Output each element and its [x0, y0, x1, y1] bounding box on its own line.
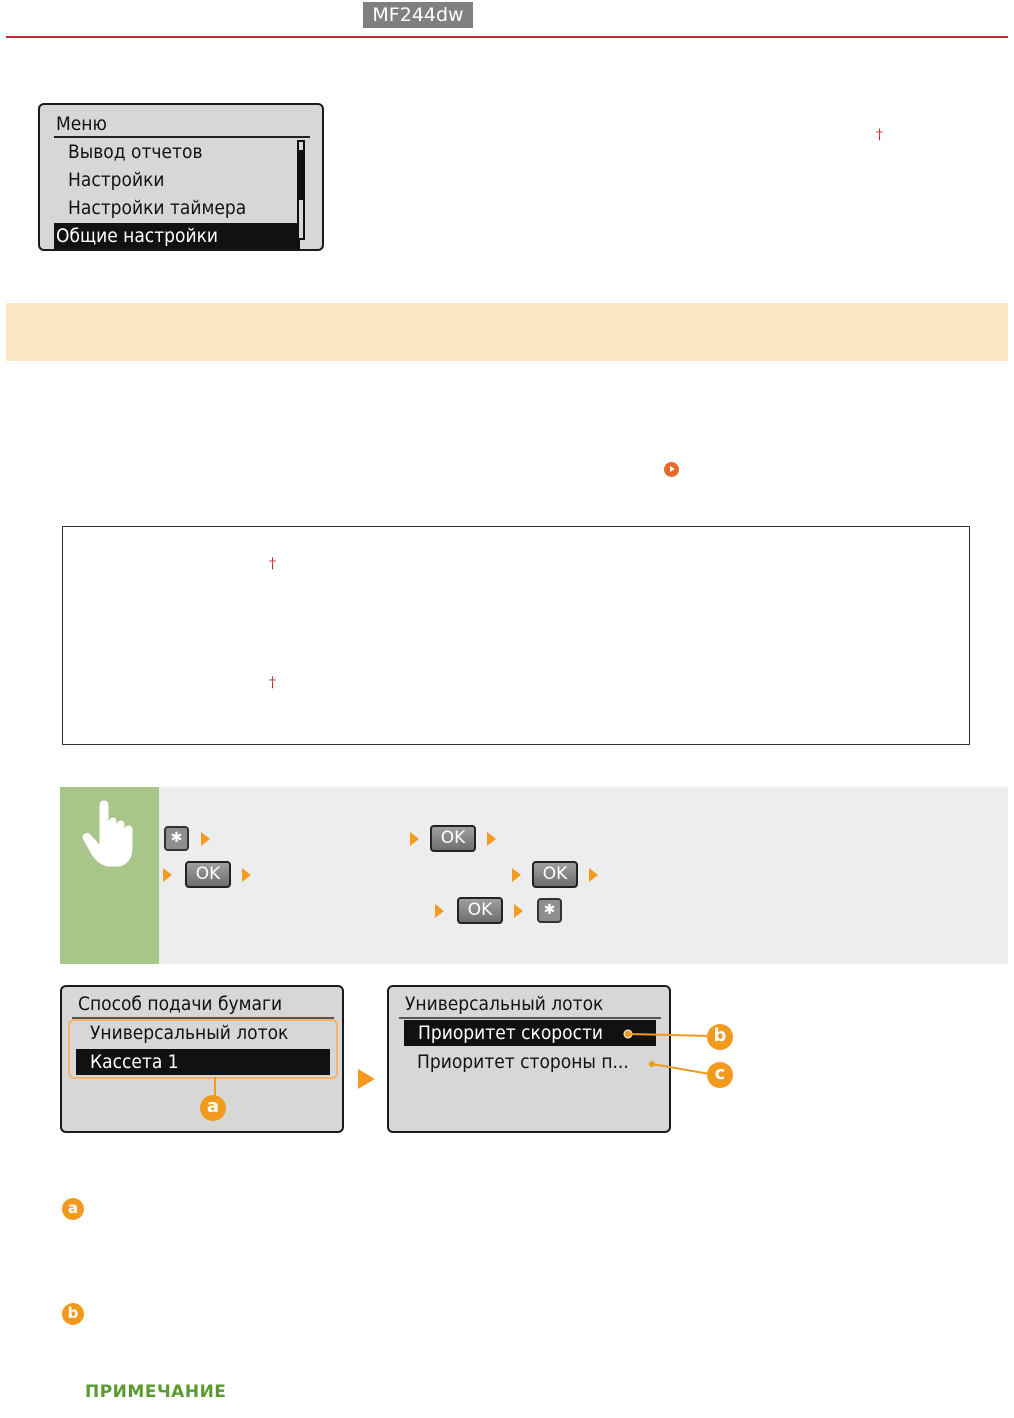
marker-c-icon: c: [707, 1062, 733, 1088]
header-rule: [6, 36, 1008, 38]
ok-key[interactable]: OK: [532, 861, 578, 888]
menu-title-underline: [54, 136, 310, 138]
highlight-frame-a: [68, 1019, 338, 1079]
home-key-icon[interactable]: ✱: [164, 826, 189, 851]
paper-feed-item[interactable]: Универсальный лоток: [90, 1022, 289, 1044]
step-arrow-icon: [589, 868, 598, 882]
paper-feed-title: Способ подачи бумаги: [78, 993, 283, 1015]
step-arrow-icon: [163, 868, 172, 882]
menu-item[interactable]: Настройки таймера: [68, 197, 247, 219]
marker-b-icon: b: [707, 1024, 733, 1050]
step-arrow-icon: [201, 832, 210, 846]
item-marker-a-icon: a: [62, 1198, 84, 1220]
settings-box: [62, 526, 970, 745]
marker-a-icon: a: [200, 1095, 226, 1121]
item-marker-b-icon: b: [62, 1303, 84, 1325]
section-band: [6, 303, 1008, 361]
ok-key[interactable]: OK: [185, 861, 231, 888]
model-badge: MF244dw: [363, 2, 473, 28]
mp-tray-title: Универсальный лоток: [405, 993, 604, 1015]
link-arrow-icon[interactable]: [664, 462, 679, 477]
paper-feed-item-selected[interactable]: Кассета 1: [76, 1049, 330, 1075]
mp-tray-title-underline: [399, 1017, 661, 1019]
menu-lcd-screen: [38, 103, 324, 251]
ok-key[interactable]: OK: [457, 897, 503, 924]
step-arrow-icon: [514, 904, 523, 918]
step-arrow-icon: [435, 904, 444, 918]
step-arrow-icon: [487, 832, 496, 846]
mp-tray-item[interactable]: Приоритет стороны п...: [417, 1051, 629, 1073]
callout-line-a: [205, 1077, 225, 1097]
menu-item[interactable]: Вывод отчетов: [68, 141, 203, 163]
mp-tray-item-selected[interactable]: Приоритет скорости: [404, 1020, 656, 1046]
menu-title: Меню: [56, 113, 107, 135]
dagger-mark: †: [269, 675, 276, 691]
dagger-mark: †: [269, 556, 276, 572]
hand-pointer-icon: [78, 800, 138, 870]
step-arrow-icon: [242, 868, 251, 882]
menu-item-selected[interactable]: Общие настройки: [54, 223, 300, 249]
note-heading: ПРИМЕЧАНИЕ: [85, 1382, 227, 1402]
step-arrow-icon: [410, 832, 419, 846]
dagger-mark: †: [876, 127, 883, 143]
menu-scrollbar-thumb: [299, 150, 303, 200]
ok-key[interactable]: OK: [430, 825, 476, 852]
next-screen-arrow-icon: [358, 1069, 375, 1089]
step-arrow-icon: [512, 868, 521, 882]
menu-item[interactable]: Настройки: [68, 169, 165, 191]
home-key-icon[interactable]: ✱: [537, 898, 562, 923]
callout-lines-bc: [620, 1024, 720, 1084]
